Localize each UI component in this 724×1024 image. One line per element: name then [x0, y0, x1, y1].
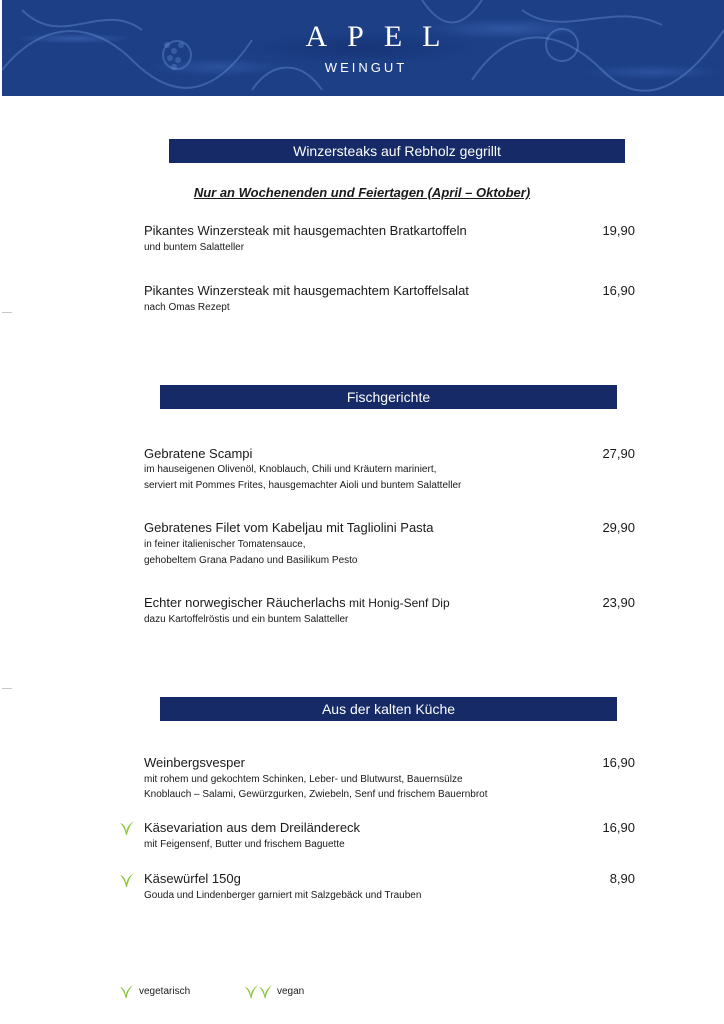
- menu-item-price: 16,90: [602, 283, 635, 298]
- menu-item-description: mit Feigensenf, Butter und frischem Baguette: [144, 839, 345, 850]
- vegan-leaf-icon: [243, 984, 275, 999]
- menu-item-price: 16,90: [602, 820, 635, 835]
- menu-item-description: nach Omas Rezept: [144, 302, 230, 313]
- menu-item-name-main: Echter norwegischer Räucherlachs: [144, 595, 346, 610]
- section-title-fischgerichte: Fischgerichte: [160, 385, 617, 409]
- menu-item-price: 29,90: [602, 520, 635, 535]
- menu-item-price: 8,90: [609, 871, 635, 886]
- brand-subtitle: WEINGUT: [324, 60, 408, 75]
- menu-item-description: serviert mit Pommes Frites, hausgemachter Aioli und buntem Salatteller: [144, 480, 462, 491]
- menu-item-price: 27,90: [602, 446, 635, 461]
- menu-item-name: Pikantes Winzersteak mit hausgemachten Bratkartoffeln: [144, 223, 467, 238]
- menu-item-description: dazu Kartoffelröstis und ein buntem Salatteller: [144, 614, 349, 625]
- header-banner: [2, 0, 724, 96]
- menu-item-name: Käsewürfel 150g: [144, 871, 241, 886]
- menu-item-name: Käsevariation aus dem Dreiländereck: [144, 820, 361, 835]
- section-title-kalte-kueche: Aus der kalten Küche: [160, 697, 617, 721]
- menu-item-description: und buntem Salatteller: [144, 242, 245, 253]
- menu-item-description: Gouda und Lindenberger garniert mit Salzgebäck und Trauben: [144, 890, 422, 901]
- menu-item-price: 16,90: [602, 755, 635, 770]
- section-title-winzersteaks: Winzersteaks auf Rebholz gegrillt: [169, 139, 625, 163]
- page-margin-mark: [2, 688, 12, 689]
- vegetarian-leaf-icon: [119, 872, 135, 888]
- menu-item-description: gehobeltem Grana Padano und Basilikum Pesto: [144, 555, 358, 566]
- menu-item-description: in feiner italienischer Tomatensauce,: [144, 539, 306, 550]
- menu-item-name: Gebratene Scampi: [144, 446, 253, 461]
- menu-item-name: Gebratenes Filet vom Kabeljau mit Tagliolini Pasta: [144, 520, 434, 535]
- page-margin-mark: [2, 312, 12, 313]
- menu-item-price: 19,90: [602, 223, 635, 238]
- menu-item-name: Weinbergsvesper: [144, 755, 245, 770]
- menu-item-description: Knoblauch – Salami, Gewürzgurken, Zwiebeln, Senf und frischem Bauernbrot: [144, 789, 488, 800]
- menu-item-name: Pikantes Winzersteak mit hausgemachtem Kartoffelsalat: [144, 283, 469, 298]
- legend-vegan-label: vegan: [277, 986, 305, 997]
- vegetarian-leaf-icon: [119, 984, 134, 999]
- menu-item-name-suffix: mit Honig-Senf Dip: [345, 596, 450, 610]
- menu-item-name: [144, 595, 450, 610]
- menu-item-price: 23,90: [602, 595, 635, 610]
- menu-item-description: im hauseigenen Olivenöl, Knoblauch, Chili und Kräutern mariniert,: [144, 464, 437, 475]
- section-note: Nur an Wochenenden und Feiertagen (April – Oktober): [193, 185, 531, 200]
- vegetarian-leaf-icon: [119, 820, 135, 836]
- brand-name: APEL: [305, 20, 461, 53]
- menu-item-description: mit rohem und gekochtem Schinken, Leber- und Blutwurst, Bauernsülze: [144, 774, 463, 785]
- legend-vegetarian-label: vegetarisch: [139, 986, 191, 997]
